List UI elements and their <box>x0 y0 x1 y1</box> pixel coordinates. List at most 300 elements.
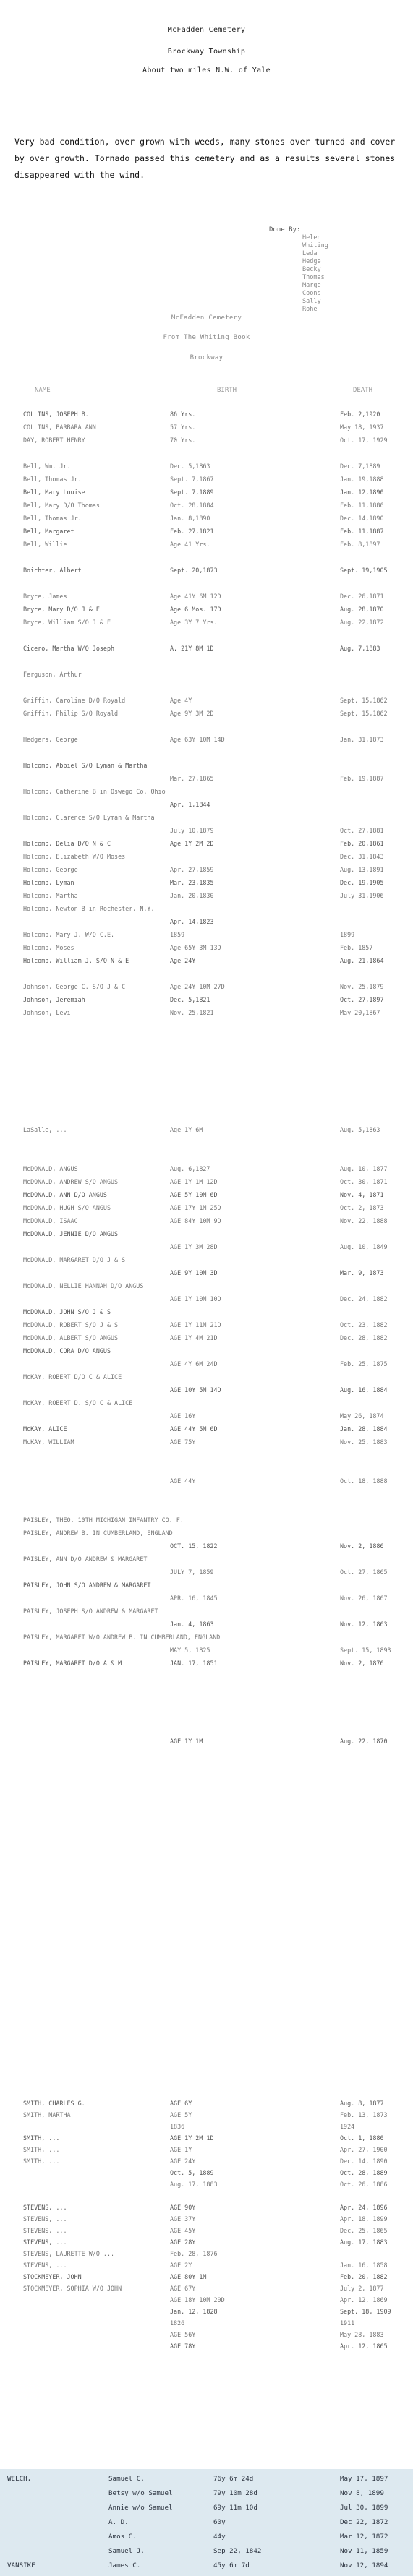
done-by-name: Sally Rohe <box>302 298 321 313</box>
typed-given-cell: James C. <box>108 2562 141 2569</box>
table-row <box>0 580 413 587</box>
name-cell: STEVENS, ... <box>23 2227 67 2234</box>
table-row <box>0 1725 413 1732</box>
table-row <box>0 1165 413 1172</box>
table-row <box>0 1607 413 1615</box>
typed-surname-cell: VANSIKE <box>7 2562 35 2569</box>
death-cell: Aug. 13,1891 <box>340 866 384 873</box>
table-row <box>0 1464 413 1472</box>
birth-cell: MAY 5, 1825 <box>170 1647 210 1654</box>
table-row <box>0 1048 413 1055</box>
table-row <box>0 2089 413 2096</box>
birth-cell: A. 21Y 8M 1D <box>170 645 214 652</box>
typed-given-cell: Samuel C. <box>108 2475 145 2483</box>
birth-cell: AGE 75Y <box>170 1438 196 1446</box>
table-row <box>0 1894 413 1901</box>
table-row <box>0 1868 413 1875</box>
birth-cell: AGE 5Y 10M 6D <box>170 1191 218 1198</box>
birth-cell: AGE 84Y 10M 9D <box>170 1217 221 1224</box>
birth-cell: Age 63Y 10M 14D <box>170 736 225 743</box>
birth-cell: Apr. 27,1859 <box>170 866 214 873</box>
table-row <box>0 554 413 561</box>
name-cell: McKAY, WILLIAM <box>23 1438 74 1446</box>
death-cell: Oct. 1, 1880 <box>340 2134 384 2142</box>
typed-death-cell: Jul 30, 1899 <box>340 2504 388 2512</box>
death-cell: May 28, 1883 <box>340 2331 384 2338</box>
table-row <box>0 2146 413 2153</box>
table-row <box>0 1256 413 1263</box>
table-row <box>0 2100 413 2107</box>
table-row <box>0 2011 413 2018</box>
condition-paragraph: Very bad condition, over grown with weeds, many stones over turned and cover by over growth. Tornado passed this cemetery and as a results several stones disappeared with the wind. <box>14 137 401 180</box>
birth-cell: Jan. 20,1830 <box>170 892 214 899</box>
birth-cell: AGE 1Y 4M 21D <box>170 1334 218 1341</box>
done-by-name: Helen Whiting <box>302 234 328 249</box>
table-row <box>0 1881 413 1888</box>
table-row <box>0 1412 413 1420</box>
table-row <box>0 1829 413 1836</box>
name-cell: SMITH, ... <box>23 2158 60 2165</box>
table-row <box>0 2134 413 2142</box>
done-by-label: Done By: <box>269 226 301 233</box>
name-cell: STEVENS, ... <box>23 2238 67 2246</box>
name-cell: STEVENS, ... <box>23 2262 67 2269</box>
name-cell: STOCKMEYER, JOHN <box>23 2273 82 2280</box>
table-row <box>0 775 413 782</box>
table-row <box>0 1113 413 1120</box>
table-row <box>0 1152 413 1159</box>
table-row <box>0 1438 413 1446</box>
name-cell: Holcomb, Delia D/O N & C <box>23 840 111 847</box>
name-cell: McDONALD, JENNIE D/O ANGUS <box>23 1230 119 1237</box>
death-cell: Nov. 2, 1886 <box>340 1542 384 1550</box>
table-row <box>0 788 413 795</box>
table-row <box>0 632 413 639</box>
table-row <box>0 541 413 548</box>
name-cell: McDONALD, ISAAC <box>23 1217 78 1224</box>
done-by-list <box>302 234 328 314</box>
table-row <box>0 1178 413 1185</box>
birth-cell: AGE 1Y 11M 21D <box>170 1321 221 1328</box>
page2-township: Brockway <box>190 354 223 361</box>
name-cell: Griffin, Philip S/O Royald <box>23 710 119 717</box>
name-cell: Bryce, James <box>23 593 67 600</box>
death-cell: Feb. 2,1920 <box>340 411 380 418</box>
name-cell: Johnson, Levi <box>23 1009 71 1016</box>
typed-age-cell: 44y <box>213 2533 226 2541</box>
table-row <box>0 645 413 652</box>
table-row <box>0 1399 413 1407</box>
done-by-block <box>269 226 328 313</box>
table-row <box>0 2024 413 2031</box>
name-cell: SMITH, ... <box>23 2134 60 2142</box>
table-row <box>0 1282 413 1289</box>
death-cell: Oct. 30, 1871 <box>340 1178 388 1185</box>
table-row <box>0 1842 413 1849</box>
table-row <box>0 567 413 574</box>
table-row <box>0 515 413 522</box>
table-row <box>0 1334 413 1341</box>
page1-location: About two miles N.W. of Yale <box>142 66 271 74</box>
name-cell: Holcomb, Moses <box>23 944 74 951</box>
table-row <box>0 1451 413 1459</box>
table-row <box>0 1555 413 1563</box>
name-cell: McDONALD, ANN D/O ANGUS <box>23 1191 107 1198</box>
name-cell: Holcomb, Clarence S/O Lyman & Martha <box>23 814 155 821</box>
typed-death-cell: Nov 11, 1859 <box>340 2547 388 2555</box>
table-row <box>0 1217 413 1224</box>
birth-cell: AGE 44Y <box>170 1477 196 1485</box>
death-cell: Sept. 15,1862 <box>340 697 388 704</box>
name-cell: STEVENS, ... <box>23 2215 67 2223</box>
table-row <box>0 1816 413 1823</box>
death-cell: Jan. 19,1888 <box>340 476 384 483</box>
table-row <box>0 1269 413 1276</box>
table-row <box>0 1542 413 1550</box>
name-cell: Hedgers, George <box>23 736 78 743</box>
table-row <box>0 2285 413 2292</box>
death-cell: Dec. 25, 1865 <box>340 2227 388 2234</box>
col-name-header: NAME <box>35 387 51 394</box>
table-row <box>0 827 413 834</box>
death-cell: May 20,1867 <box>340 1009 380 1016</box>
done-by-name: Becky Thomas <box>302 266 325 281</box>
birth-cell: AGE 17Y 1M 25D <box>170 1204 221 1211</box>
table-row <box>0 736 413 743</box>
name-cell: Johnson, Jeremiah <box>23 996 85 1003</box>
table-row <box>0 2123 413 2130</box>
birth-cell: JULY 7, 1859 <box>170 1568 214 1576</box>
name-cell: Bell, Thomas Jr. <box>23 515 82 522</box>
table-row <box>0 1100 413 1107</box>
name-cell: Bryce, Mary D/O J & E <box>23 606 100 613</box>
table-row <box>0 2262 413 2269</box>
name-cell: STOCKMEYER, SOPHIA W/O JOHN <box>23 2285 122 2292</box>
table-row <box>0 489 413 496</box>
birth-cell: AGE 2Y <box>170 2262 192 2269</box>
birth-cell: OCT. 15, 1822 <box>170 1542 218 1550</box>
death-cell: Nov. 4, 1871 <box>340 1191 384 1198</box>
name-cell: Holcomb, William J. S/O N & E <box>23 957 129 964</box>
table-row <box>0 463 413 470</box>
table-row <box>0 502 413 509</box>
birth-cell: AGE 10Y 5M 14D <box>170 1386 221 1394</box>
table-row <box>0 1933 413 1940</box>
birth-cell: Jan. 8,1890 <box>170 515 210 522</box>
name-cell: McDONALD, MARGARET D/O J & S <box>23 1256 126 1263</box>
typed-death-cell: Mar 12, 1872 <box>340 2533 388 2541</box>
name-cell: SMITH, CHARLES G. <box>23 2100 85 2107</box>
death-cell: Apr. 12, 1869 <box>340 2296 388 2304</box>
death-cell: Aug. 28,1870 <box>340 606 384 613</box>
table-row <box>0 1308 413 1315</box>
table-row <box>0 749 413 756</box>
name-cell: Holcomb, Mary J. W/O C.E. <box>23 931 115 938</box>
name-cell: McDONALD, ANDREW S/O ANGUS <box>23 1178 119 1185</box>
table-row <box>0 1126 413 1133</box>
birth-cell: AGE 44Y 5M 6D <box>170 1425 218 1433</box>
death-cell: Sept. 15,1862 <box>340 710 388 717</box>
name-cell: Holcomb, Newton B in Rochester, N.Y. <box>23 905 155 912</box>
table-row <box>0 1373 413 1381</box>
death-cell: Aug. 7,1883 <box>340 645 380 652</box>
name-cell: McDONALD, ANGUS <box>23 1165 78 1172</box>
name-cell: STEVENS, ... <box>23 2204 67 2211</box>
table-row <box>0 2192 413 2199</box>
table-row <box>0 1998 413 2005</box>
birth-cell: AGE 6Y <box>170 2100 192 2107</box>
table-row <box>0 1243 413 1250</box>
death-cell: Nov. 25, 1883 <box>340 1438 388 1446</box>
birth-cell: Sept. 7,1867 <box>170 476 214 483</box>
table-row <box>0 1751 413 1758</box>
table-row <box>0 2273 413 2280</box>
birth-cell: Sept. 7,1889 <box>170 489 214 496</box>
table-row <box>0 450 413 457</box>
birth-cell: Age 41 Yrs. <box>170 541 210 548</box>
birth-cell: AGE 80Y 1M <box>170 2273 207 2280</box>
table-row <box>0 2215 413 2223</box>
birth-cell: AGE 18Y 10M 20D <box>170 2296 225 2304</box>
death-cell: Oct. 27,1881 <box>340 827 384 834</box>
name-cell: PAISLEY, ANN D/O ANDREW & MARGARET <box>23 1555 148 1563</box>
table-row <box>0 905 413 912</box>
birth-cell: Oct. 28,1884 <box>170 502 214 509</box>
table-row <box>0 2076 413 2083</box>
table-row <box>0 2319 413 2327</box>
typed-given-cell: Samuel J. <box>108 2547 145 2555</box>
table-row <box>0 1581 413 1589</box>
birth-cell: AGE 90Y <box>170 2204 196 2211</box>
birth-cell: Jan. 12, 1828 <box>170 2308 218 2315</box>
birth-cell: AGE 5Y <box>170 2111 192 2118</box>
death-cell: Aug. 22,1872 <box>340 619 384 626</box>
death-cell: May 26, 1874 <box>340 1412 384 1420</box>
death-cell: Mar. 9, 1873 <box>340 1269 384 1276</box>
table-row <box>0 1139 413 1146</box>
death-cell: Oct. 18, 1888 <box>340 1477 388 1485</box>
name-cell: Bell, Mary D/O Thomas <box>23 502 100 509</box>
table-row <box>0 2111 413 2118</box>
birth-cell: Dec. 5,1821 <box>170 996 210 1003</box>
name-cell: Bell, Mary Louise <box>23 489 85 496</box>
death-cell: Aug. 5,1863 <box>340 1126 380 1133</box>
table-row <box>0 918 413 925</box>
name-cell: McKAY, ALICE <box>23 1425 67 1433</box>
table-row <box>0 1660 413 1667</box>
table-row <box>0 2343 413 2350</box>
table-row <box>0 476 413 483</box>
death-cell: Feb. 20,1861 <box>340 840 384 847</box>
typed-age-cell: 76y 6m 24d <box>213 2475 254 2483</box>
death-cell: Oct. 23, 1882 <box>340 1321 388 1328</box>
death-cell: Dec. 24, 1882 <box>340 1295 388 1302</box>
name-cell: Bell, Wm. Jr. <box>23 463 71 470</box>
death-cell: Aug. 22, 1870 <box>340 1738 388 1745</box>
typed-death-cell: Nov 12, 1894 <box>340 2562 388 2569</box>
table-row <box>0 1686 413 1693</box>
death-cell: Dec. 14,1890 <box>340 515 384 522</box>
table-row <box>0 996 413 1003</box>
table-row <box>0 710 413 717</box>
birth-cell: 1859 <box>170 931 185 938</box>
birth-cell: JAN. 17, 1851 <box>170 1660 218 1667</box>
birth-cell: Age 3Y 7 Yrs. <box>170 619 218 626</box>
death-cell: Oct. 27, 1865 <box>340 1568 388 1576</box>
death-cell: Feb. 8,1897 <box>340 541 380 548</box>
table-row <box>0 2296 413 2304</box>
death-cell: Nov. 12, 1863 <box>340 1620 388 1628</box>
birth-cell: Aug. 17, 1883 <box>170 2181 218 2188</box>
table-row <box>0 866 413 873</box>
death-cell: Feb. 13, 1873 <box>340 2111 388 2118</box>
name-cell: PAISLEY, JOSEPH S/O ANDREW & MARGARET <box>23 1607 158 1615</box>
death-cell: Apr. 12, 1865 <box>340 2343 388 2350</box>
table-row <box>0 619 413 626</box>
typed-death-cell: May 17, 1897 <box>340 2475 388 2483</box>
name-cell: McDONALD, ROBERT S/O J & S <box>23 1321 119 1328</box>
birth-cell: Age 24Y 10M 27D <box>170 983 225 990</box>
birth-cell: APR. 16, 1845 <box>170 1594 218 1602</box>
birth-cell: 70 Yrs. <box>170 437 196 444</box>
death-cell: Dec. 26,1871 <box>340 593 384 600</box>
table-row <box>0 2158 413 2165</box>
name-cell: SMITH, MARTHA <box>23 2111 71 2118</box>
table-row <box>0 1230 413 1237</box>
death-cell: Feb. 19,1887 <box>340 775 384 782</box>
death-cell: Feb. 1857 <box>340 944 373 951</box>
birth-cell: 57 Yrs. <box>170 424 196 431</box>
death-cell: Aug. 21,1864 <box>340 957 384 964</box>
table-row <box>0 1907 413 1914</box>
name-cell: LaSalle, ... <box>23 1126 67 1133</box>
typed-age-cell: 79y 10m 28d <box>213 2489 257 2497</box>
table-row <box>0 658 413 665</box>
birth-cell: Mar. 23,1835 <box>170 879 214 886</box>
birth-cell: Age 9Y 3M 2D <box>170 710 214 717</box>
birth-cell: AGE 1Y 1M <box>170 1738 203 1745</box>
name-cell: Bell, Margaret <box>23 528 74 535</box>
table-row <box>0 1985 413 1992</box>
birth-cell: AGE 24Y <box>170 2158 196 2165</box>
death-cell: Nov. 25,1879 <box>340 983 384 990</box>
death-cell: Nov. 2, 1876 <box>340 1660 384 1667</box>
typed-age-cell: 69y 11m 10d <box>213 2504 257 2512</box>
birth-cell: AGE 1Y 3M 28D <box>170 1243 218 1250</box>
birth-cell: AGE 1Y <box>170 2146 192 2153</box>
col-birth-header: BIRTH <box>217 387 237 394</box>
table-row <box>0 2037 413 2044</box>
table-row <box>0 2250 413 2257</box>
birth-cell: Age 1Y 2M 2D <box>170 840 214 847</box>
table-row <box>0 1959 413 1966</box>
table-row <box>0 944 413 951</box>
birth-cell: Sept. 20,1873 <box>170 567 218 574</box>
death-cell: Sept. 19,1905 <box>340 567 388 574</box>
birth-cell: Feb. 27,1821 <box>170 528 214 535</box>
birth-cell: AGE 1Y 1M 12D <box>170 1178 218 1185</box>
name-cell: COLLINS, JOSEPH B. <box>23 411 89 418</box>
table-row <box>0 762 413 769</box>
table-row <box>0 957 413 964</box>
name-cell: Holcomb, Abbiel S/O Lyman & Martha <box>23 762 148 769</box>
death-cell: Oct. 27,1897 <box>340 996 384 1003</box>
table-row <box>0 801 413 808</box>
typed-age-cell: 60y <box>213 2518 226 2526</box>
name-cell: McDONALD, JOHN S/O J & S <box>23 1308 111 1315</box>
name-cell: Boichter, Albert <box>23 567 82 574</box>
table-row <box>0 2331 413 2338</box>
table-row <box>0 1920 413 1927</box>
table-row <box>0 2181 413 2188</box>
col-death-header: DEATH <box>353 387 373 394</box>
name-cell: McDONALD, NELLIE HANNAH D/O ANGUS <box>23 1282 144 1289</box>
name-cell: Holcomb, Elizabeth W/O Moses <box>23 853 126 860</box>
table-row <box>0 671 413 678</box>
name-cell: PAISLEY, THEO. 10TH MICHIGAN INFANTRY CO. F. <box>23 1516 184 1524</box>
death-cell: July 2, 1877 <box>340 2285 384 2292</box>
birth-cell: Feb. 28, 1876 <box>170 2250 218 2257</box>
table-row <box>0 684 413 691</box>
birth-cell: Age 4Y <box>170 697 192 704</box>
death-cell: Oct. 2, 1873 <box>340 1204 384 1211</box>
name-cell: Griffin, Caroline D/O Royald <box>23 697 126 704</box>
death-cell: Apr. 27, 1900 <box>340 2146 388 2153</box>
table-row <box>0 1946 413 1953</box>
death-cell: Sept. 15, 1893 <box>340 1647 391 1654</box>
name-cell: Bell, Thomas Jr. <box>23 476 82 483</box>
birth-cell: Oct. 5, 1889 <box>170 2169 214 2176</box>
table-row <box>0 1712 413 1719</box>
death-cell: Feb. 11,1886 <box>340 502 384 509</box>
typed-surname-cell: WELCH, <box>7 2475 32 2483</box>
table-row <box>0 411 413 418</box>
birth-cell: AGE 1Y 2M 1D <box>170 2134 214 2142</box>
birth-cell: AGE 9Y 10M 3D <box>170 1269 218 1276</box>
birth-cell: July 10,1879 <box>170 827 214 834</box>
table-row <box>0 2204 413 2211</box>
birth-cell: Jan. 4, 1863 <box>170 1620 214 1628</box>
death-cell: Dec. 19,1905 <box>340 879 384 886</box>
table-row <box>0 1022 413 1029</box>
name-cell: McKAY, ROBERT D/O C & ALICE <box>23 1373 122 1381</box>
table-row <box>0 1699 413 1706</box>
page2-title: McFadden Cemetery <box>171 314 242 322</box>
table-row <box>0 892 413 899</box>
table-row <box>0 1568 413 1576</box>
table-row <box>0 1633 413 1641</box>
table-row <box>0 1777 413 1784</box>
name-cell: Bell, Willie <box>23 541 67 548</box>
table-row <box>0 1620 413 1628</box>
typed-age-cell: 45y 6m 7d <box>213 2562 250 2569</box>
table-row <box>0 1594 413 1602</box>
table-row <box>0 2063 413 2070</box>
birth-cell: Apr. 14,1823 <box>170 918 214 925</box>
name-cell: Holcomb, Lyman <box>23 879 74 886</box>
table-row <box>0 437 413 444</box>
death-cell: Feb. 20, 1882 <box>340 2273 388 2280</box>
table-row <box>0 424 413 431</box>
birth-cell: Aug. 6,1827 <box>170 1165 210 1172</box>
table-row <box>0 1738 413 1745</box>
page1-title: McFadden Cemetery <box>167 26 246 34</box>
death-cell: Jan. 12,1890 <box>340 489 384 496</box>
name-cell: STEVENS, LAURETTE W/O ... <box>23 2250 115 2257</box>
death-cell: Jan. 28, 1884 <box>340 1425 388 1433</box>
name-cell: Ferguson, Arthur <box>23 671 82 678</box>
table-row <box>0 2308 413 2315</box>
